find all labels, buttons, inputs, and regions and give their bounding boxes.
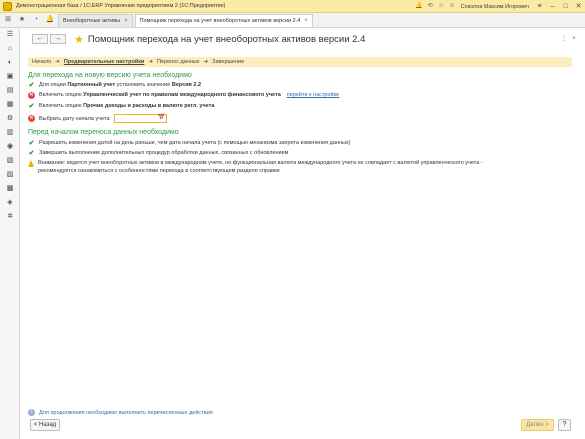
star-icon[interactable]: ☆ bbox=[438, 3, 444, 9]
tab-label: Внеоборотные активы bbox=[63, 17, 121, 24]
current-user[interactable]: Соколов Максим Игоревич bbox=[460, 3, 529, 10]
error-icon: ✕ bbox=[29, 92, 34, 98]
notifications-icon[interactable]: 🔔 bbox=[45, 16, 55, 23]
check-icon: ✔ bbox=[28, 150, 35, 157]
step-preliminary-settings: Предварительные настройки bbox=[63, 59, 145, 65]
start-date-input[interactable] bbox=[114, 114, 167, 123]
title-bar bbox=[0, 0, 585, 13]
more-icon[interactable]: ⋮ bbox=[561, 36, 567, 42]
check-icon: ✔ bbox=[28, 82, 35, 89]
back-nav-button[interactable]: ← bbox=[32, 34, 48, 44]
close-tab-icon[interactable]: × bbox=[304, 17, 308, 24]
production-icon[interactable]: ⚙ bbox=[6, 115, 14, 122]
text: Включить опцию bbox=[39, 92, 84, 98]
bell-icon[interactable]: 🔔 bbox=[415, 3, 423, 9]
form-header bbox=[20, 28, 585, 50]
go-to-settings-link[interactable]: перейти к настройке bbox=[286, 92, 340, 98]
staff-icon[interactable]: ◉ bbox=[6, 143, 14, 150]
step-start: Начало bbox=[32, 59, 52, 65]
text-bold: Партионный учет bbox=[67, 82, 116, 88]
finance-icon[interactable]: ▥ bbox=[6, 129, 14, 136]
text-bold: Управленческий учет по правилам международного финансового учета bbox=[83, 92, 281, 98]
step-finish: Завершение bbox=[212, 59, 245, 65]
step-data-transfer: Перенос данных bbox=[156, 59, 200, 65]
home-icon[interactable]: ⌂ bbox=[7, 45, 13, 52]
menu-icon[interactable]: ☰ bbox=[6, 31, 14, 38]
text: Завершить выполнение дополнительных процедур обработки данных, связанных с обновлением bbox=[39, 150, 289, 156]
footer-info bbox=[28, 409, 213, 416]
reports-icon[interactable]: ▩ bbox=[6, 185, 14, 192]
requirement-row bbox=[28, 150, 288, 157]
text-bold: Прочие доходы и расходы в валюте регл. учета bbox=[83, 103, 215, 109]
section-title-before-transfer: Перед началом переноса данных необходимо bbox=[28, 129, 179, 136]
section-title-new-version: Для перехода на новую версию учета необходимо bbox=[28, 72, 192, 79]
minimize-icon[interactable]: – bbox=[550, 3, 555, 10]
maximize-icon[interactable]: □ bbox=[563, 3, 568, 10]
info-icon: i bbox=[28, 409, 35, 416]
tab-label: Помощник перехода на учет внеоборотных активов версии 2.4 bbox=[139, 17, 301, 24]
crm-icon[interactable]: ◐ bbox=[7, 59, 13, 66]
close-icon[interactable]: ✕ bbox=[575, 3, 582, 10]
check-icon: ✔ bbox=[28, 140, 35, 147]
form-title: Помощник перехода на учет внеоборотных активов версии 2.4 bbox=[87, 33, 366, 45]
favorite-star-icon[interactable]: ★ bbox=[74, 33, 84, 46]
requirement-row bbox=[28, 114, 167, 123]
wizard-form bbox=[20, 28, 585, 439]
footer-info-text: Для продолжения необходимо выполнить перечисленные действия bbox=[39, 409, 213, 416]
text: Разрешить изменения датой на день раньше, чем дата начала учета (с помощью механизма запрета изменения данных) bbox=[39, 140, 351, 146]
next-button[interactable]: Далее > bbox=[521, 419, 554, 431]
history-icon[interactable]: ⟲ bbox=[427, 3, 433, 9]
window-title: Демонстрационная база / 1С:ERP Управление предприятием 2 (1С:Предприятие) bbox=[16, 3, 226, 9]
error-icon: ✕ bbox=[29, 115, 34, 121]
back-button[interactable]: < Назад bbox=[30, 419, 60, 431]
wizard-steps bbox=[28, 57, 572, 67]
close-tab-icon[interactable]: × bbox=[124, 17, 128, 24]
warning-icon bbox=[28, 160, 34, 167]
arrow-icon: ➜ bbox=[55, 59, 60, 65]
grid-icon[interactable]: ⊞ bbox=[5, 16, 11, 23]
favorites-icon[interactable]: ★ bbox=[18, 16, 26, 23]
menu-icon[interactable]: ≡ bbox=[537, 3, 542, 10]
nsi-icon[interactable]: ◈ bbox=[7, 199, 13, 206]
requirement-row bbox=[28, 92, 339, 99]
sales-icon[interactable]: ▣ bbox=[6, 73, 14, 80]
warning-row bbox=[28, 160, 488, 175]
close-form-icon[interactable]: × bbox=[572, 36, 576, 42]
tab-transition-wizard[interactable] bbox=[135, 14, 313, 27]
accounting-icon[interactable]: ▨ bbox=[6, 171, 14, 178]
forward-nav-button[interactable]: → bbox=[50, 34, 66, 44]
date-placeholder: . . bbox=[116, 115, 122, 121]
help-button[interactable]: ? bbox=[558, 419, 571, 431]
payroll-icon[interactable]: ▧ bbox=[6, 157, 14, 164]
warning-text: Внимание: ведется учет внеоборотных активов в международном учете, но функциональная валюта международного учета не совпадает с валютой управленческого учета - рекомендуется ознакомиться с особенностями перехода в соответствующем разделе справки bbox=[38, 160, 483, 174]
app-logo-icon bbox=[3, 2, 12, 11]
warehouse-icon[interactable]: ▦ bbox=[6, 101, 14, 108]
requirement-row bbox=[28, 103, 214, 110]
arrow-icon: ➜ bbox=[148, 59, 153, 65]
history-icon[interactable]: ◔ bbox=[33, 16, 39, 23]
text: установить значение bbox=[115, 82, 172, 88]
check-icon: ✔ bbox=[28, 103, 35, 110]
calendar-icon[interactable]: 📅 bbox=[157, 115, 165, 121]
date-label: Выбрать дату начала учета: bbox=[39, 115, 111, 122]
text-bold: Версия 2.2 bbox=[171, 82, 202, 88]
requirement-row bbox=[28, 82, 201, 89]
requirement-row bbox=[28, 140, 351, 147]
arrow-icon: ➜ bbox=[203, 59, 209, 65]
purchases-icon[interactable]: ▤ bbox=[6, 87, 14, 94]
text: Включить опцию bbox=[39, 103, 84, 109]
sections-sidebar bbox=[0, 28, 20, 439]
admin-icon[interactable]: ✲ bbox=[7, 213, 13, 220]
top-panel bbox=[0, 13, 585, 28]
tab-fixed-assets[interactable] bbox=[58, 14, 133, 27]
text: Для опции bbox=[39, 82, 68, 88]
user-icon[interactable]: ☺ bbox=[449, 3, 456, 9]
